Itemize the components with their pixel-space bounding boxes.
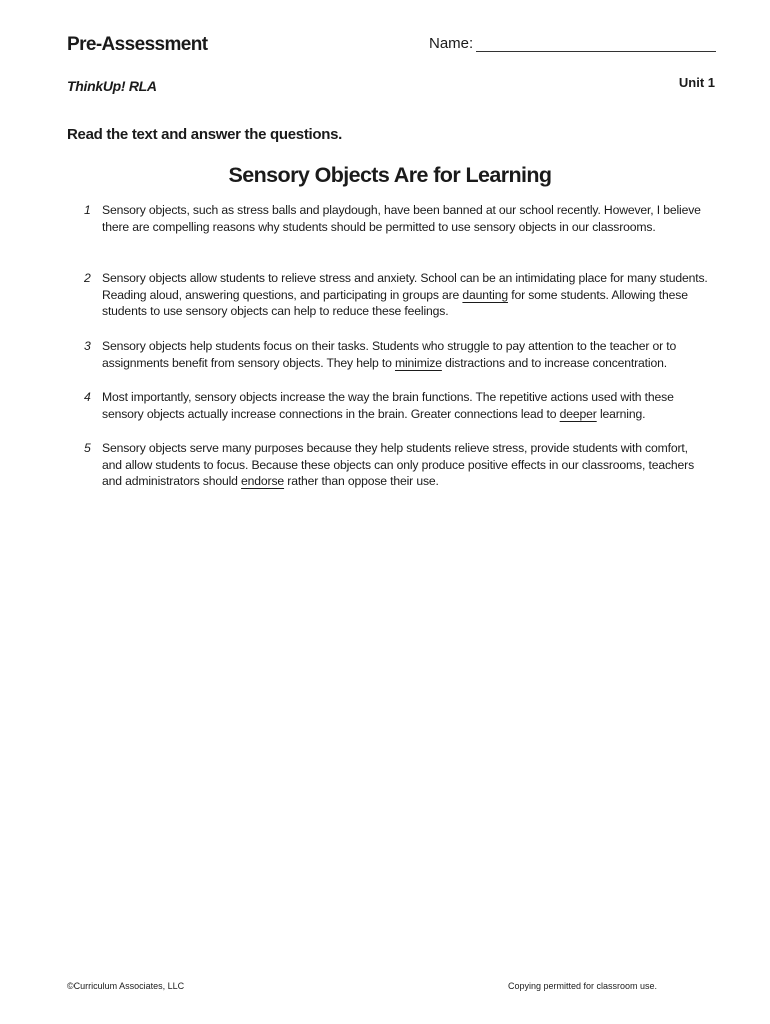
paragraph-text <box>102 338 709 371</box>
vocabulary-word: daunting <box>462 287 508 302</box>
paragraph-segment: Sensory objects serve many purposes because they help students relieve stress, provide students with comfort, and allow students to focus. Because these objects can only produce positive effects in our classrooms, teachers and administrators should <box>102 441 695 489</box>
paragraph-text <box>102 389 709 422</box>
name-label: Name: <box>429 35 474 52</box>
paragraph-text <box>102 440 709 490</box>
paragraph-number: 2 <box>84 271 91 285</box>
course-subtitle: ThinkUp! RLA <box>67 78 157 94</box>
paragraph <box>84 440 709 490</box>
paragraph-segment: Most importantly, sensory objects increase the way the brain functions. The repetitive actions used with these sensory objects actually increase connections in the brain. Greater connections lead to <box>102 390 674 421</box>
paragraph <box>84 389 709 422</box>
paragraph <box>84 338 709 371</box>
passage-title: Sensory Objects Are for Learning <box>228 163 552 187</box>
paragraph-number: 3 <box>84 339 91 353</box>
paragraph-number: 5 <box>84 441 91 455</box>
paragraph-segment: Sensory objects help students focus on their tasks. Students who struggle to pay attention to the teacher or to assignments benefit from sensory objects. They help to <box>102 339 677 370</box>
paragraph-segment: Sensory objects, such as stress balls and playdough, have been banned at our school recently. However, I believe there are compelling reasons why students should be permitted to use sensory objects in our classrooms. <box>102 203 701 234</box>
paragraph-segment: Sensory objects allow students to relieve stress and anxiety. School can be an intimidating place for many students. Reading aloud, answering questions, and participating in groups are <box>102 271 708 302</box>
footer-permission: Copying permitted for classroom use. <box>508 981 658 991</box>
page-title: Pre-Assessment <box>67 34 208 55</box>
footer-copyright: ©Curriculum Associates, LLC <box>67 981 185 991</box>
vocabulary-word: deeper <box>559 406 597 421</box>
paragraph-segment: for some students. Allowing these students to use sensory objects can help to reduce these feelings. <box>102 287 688 319</box>
vocabulary-word: minimize <box>394 355 442 370</box>
name-field <box>429 35 716 52</box>
paragraph-number: 4 <box>84 390 91 404</box>
name-blank-line[interactable] <box>476 39 716 52</box>
paragraph-segment: learning. <box>596 406 646 421</box>
instructions: Read the text and answer the questions. <box>67 126 343 143</box>
vocabulary-word: endorse <box>241 474 285 489</box>
paragraph-text <box>102 270 709 320</box>
paragraph-text <box>102 202 709 235</box>
paragraph-number: 1 <box>84 203 91 217</box>
paragraph <box>84 270 709 320</box>
paragraph <box>84 202 709 235</box>
paragraph-segment: distractions and to increase concentration. <box>441 355 667 370</box>
unit-label: Unit 1 <box>678 75 715 90</box>
paragraph-segment: rather than oppose their use. <box>284 474 439 489</box>
